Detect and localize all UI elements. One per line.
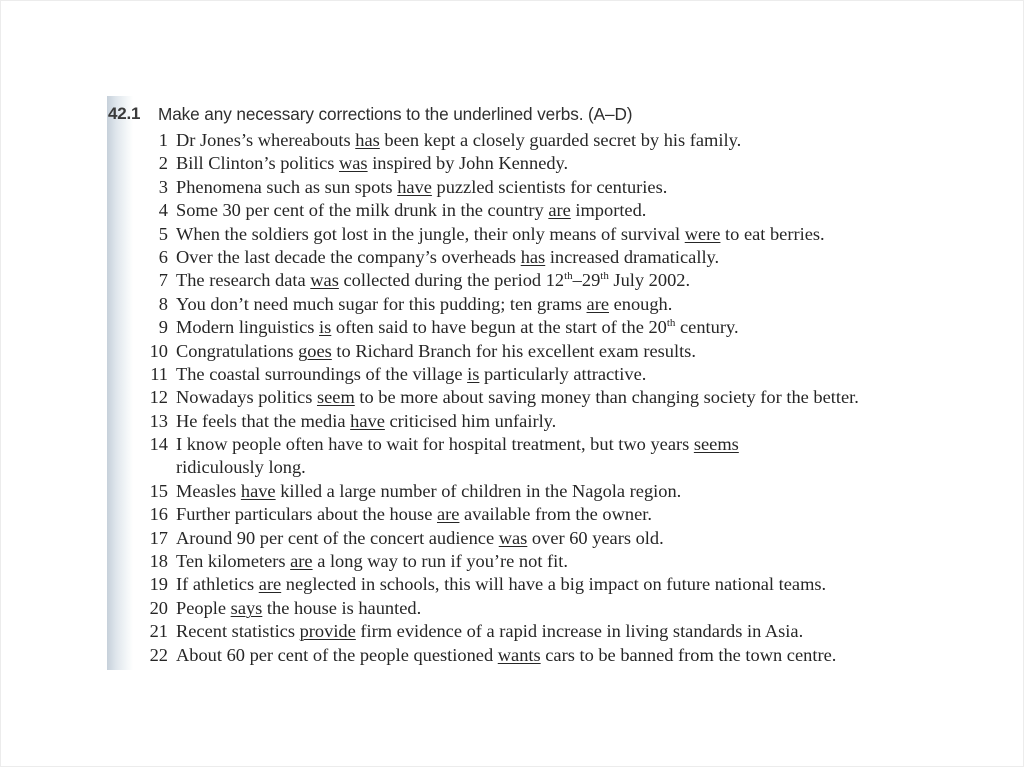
item-sentence [176,223,825,246]
item-number: 7 [158,270,168,291]
sentence-text: imported. [570,200,647,221]
item-number: 11 [150,363,168,384]
sentence-text: People [176,597,231,618]
sentence-text: to Richard Branch for his excellent exam results. [331,340,696,361]
item-number: 9 [158,317,168,338]
sentence-text: Ten kilometers [176,551,291,572]
item-number: 10 [149,340,168,361]
exercise-items [0,129,1024,667]
exercise-item [0,199,1024,222]
item-sentence [176,152,568,175]
underlined-verb: have [350,410,385,431]
underlined-verb: were [684,223,721,244]
item-sentence [176,573,826,596]
sentence-text: cars to be banned from the town centre. [540,644,837,665]
sentence-text: Bill Clinton’s politics [176,153,339,174]
underlined-verb: are [290,551,313,572]
item-number: 8 [158,293,168,314]
sentence-text: Further particulars about the house [176,504,437,525]
sentence-text: –29 [572,270,601,291]
sentence-text: Around 90 per cent of the concert audience [176,527,499,548]
exercise-item [0,503,1024,526]
sentence-text: Some 30 per cent of the milk drunk in the country [176,200,549,221]
sentence-text: to be more about saving money than changing society for the better. [354,387,859,408]
item-number: 18 [149,551,168,572]
exercise-item [0,573,1024,596]
item-sentence [176,527,664,550]
sentence-text: When the soldiers got lost in the jungle, their only means of survival [176,223,685,244]
item-sentence [176,176,667,199]
exercise-item [0,340,1024,363]
sentence-text: July 2002. [608,270,691,291]
sentence-text: He feels that the media [176,410,351,431]
sentence-text: Dr Jones’s whereabouts [176,130,356,150]
item-number: 12 [149,387,168,408]
underlined-verb: have [240,480,276,501]
exercise-item [0,223,1024,246]
sentence-text: over 60 years old. [527,527,664,548]
sentence-text: You don’t need much sugar for this pudding; ten grams [176,293,587,314]
underlined-verb: are [258,574,282,595]
sentence-text: Phenomena such as sun spots [176,176,398,197]
item-sentence [176,597,421,620]
sentence-text: to eat berries. [720,223,825,244]
sentence-text: collected during the period 12 [338,270,565,291]
sentence-text: inspired by John Kennedy. [367,153,569,174]
exercise-item [0,550,1024,573]
exercise-item [0,293,1024,316]
sentence-text: Congratulations [176,340,299,361]
sentence-text: been kept a closely guarded secret by his family. [379,130,742,150]
item-sentence [176,246,719,269]
sentence-text: increased dramatically. [545,246,720,267]
ordinal-suffix: th [600,270,609,283]
item-number: 3 [158,176,168,197]
underlined-verb: goes [298,340,332,361]
underlined-verb: are [586,293,609,314]
item-number: 19 [149,574,168,595]
sentence-text: Modern linguistics [176,317,320,338]
item-number: 6 [158,246,168,267]
item-sentence [176,550,568,573]
sentence-text: neglected in schools, this will have a big impact on future national teams. [281,574,827,595]
sentence-text: About 60 per cent of the people questioned [176,644,498,665]
item-number: 4 [158,200,168,221]
exercise-item [0,644,1024,667]
item-number: 17 [149,527,168,548]
exercise-instruction: Make any necessary corrections to the underlined verbs. (A–D) [158,104,633,124]
exercise-item [0,129,1024,152]
underlined-verb: is [467,363,480,384]
item-sentence [176,433,739,456]
item-number: 2 [158,153,168,174]
underlined-verb: has [355,130,380,150]
exercise-item [0,433,1024,480]
item-number: 16 [149,504,168,525]
sentence-text: Nowadays politics [176,387,317,408]
item-sentence [176,199,646,222]
sentence-text: puzzled scientists for centuries. [431,176,668,197]
underlined-verb: was [338,153,368,174]
item-sentence [176,316,739,339]
exercise-item [0,410,1024,433]
exercise-item [0,316,1024,339]
sentence-text: The coastal surroundings of the village [176,363,468,384]
sentence-text: particularly attractive. [479,363,647,384]
underlined-verb: says [230,597,263,618]
exercise-item [0,246,1024,269]
underlined-verb: was [498,527,528,548]
exercise-item [0,152,1024,175]
exercise-item [0,527,1024,550]
underlined-verb: have [397,176,432,197]
underlined-verb: has [520,246,546,267]
sentence-text: century. [675,317,739,338]
sentence-text: Over the last decade the company’s overheads [176,246,521,267]
underlined-verb: seem [316,387,355,408]
sentence-text: Recent statistics [176,621,300,642]
underlined-verb: was [310,270,339,291]
sentence-continuation: ridiculously long. [176,457,306,478]
item-number: 22 [149,644,168,665]
sentence-text: enough. [608,293,673,314]
item-sentence [176,129,741,152]
item-sentence [176,480,681,503]
exercise-item [0,363,1024,386]
sentence-text: Measles [176,480,241,501]
exercise-item [0,176,1024,199]
item-sentence [176,503,652,526]
sentence-text: available from the owner. [459,504,652,525]
item-sentence [176,644,836,667]
item-number: 20 [149,597,168,618]
sentence-text: The research data [176,270,311,291]
exercise-item [0,480,1024,503]
exercise-item [0,269,1024,292]
item-number: 1 [158,130,168,150]
sentence-text: a long way to run if you’re not fit. [312,551,568,572]
underlined-verb: are [548,200,571,221]
sentence-text: If athletics [176,574,259,595]
sentence-text: criticised him unfairly. [384,410,557,431]
underlined-verb: are [436,504,460,525]
underlined-verb: is [319,317,332,338]
item-sentence [176,293,672,316]
underlined-verb: wants [497,644,541,665]
underlined-verb: seems [693,434,739,455]
sentence-text: I know people often have to wait for hospital treatment, but two years [176,434,694,455]
exercise-item [0,597,1024,620]
ordinal-suffix: th [666,317,676,330]
item-number: 21 [149,621,168,642]
item-sentence [176,340,696,363]
item-number: 13 [149,410,168,431]
sentence-text: killed a large number of children in the Nagola region. [275,480,682,501]
sentence-text: often said to have begun at the start of the 20 [331,317,667,338]
exercise-item [0,386,1024,409]
item-number: 5 [158,223,168,244]
sentence-text: the house is haunted. [262,597,422,618]
item-sentence [176,269,690,292]
item-sentence [176,363,646,386]
item-sentence [176,620,803,643]
item-sentence [176,410,556,433]
item-sentence [176,386,859,409]
underlined-verb: provide [299,621,356,642]
ordinal-suffix: th [564,270,573,283]
item-number: 14 [149,434,168,455]
exercise-number: 42.1 [108,104,141,123]
exercise-item [0,620,1024,643]
sentence-text: firm evidence of a rapid increase in living standards in Asia. [355,621,804,642]
item-number: 15 [149,480,168,501]
